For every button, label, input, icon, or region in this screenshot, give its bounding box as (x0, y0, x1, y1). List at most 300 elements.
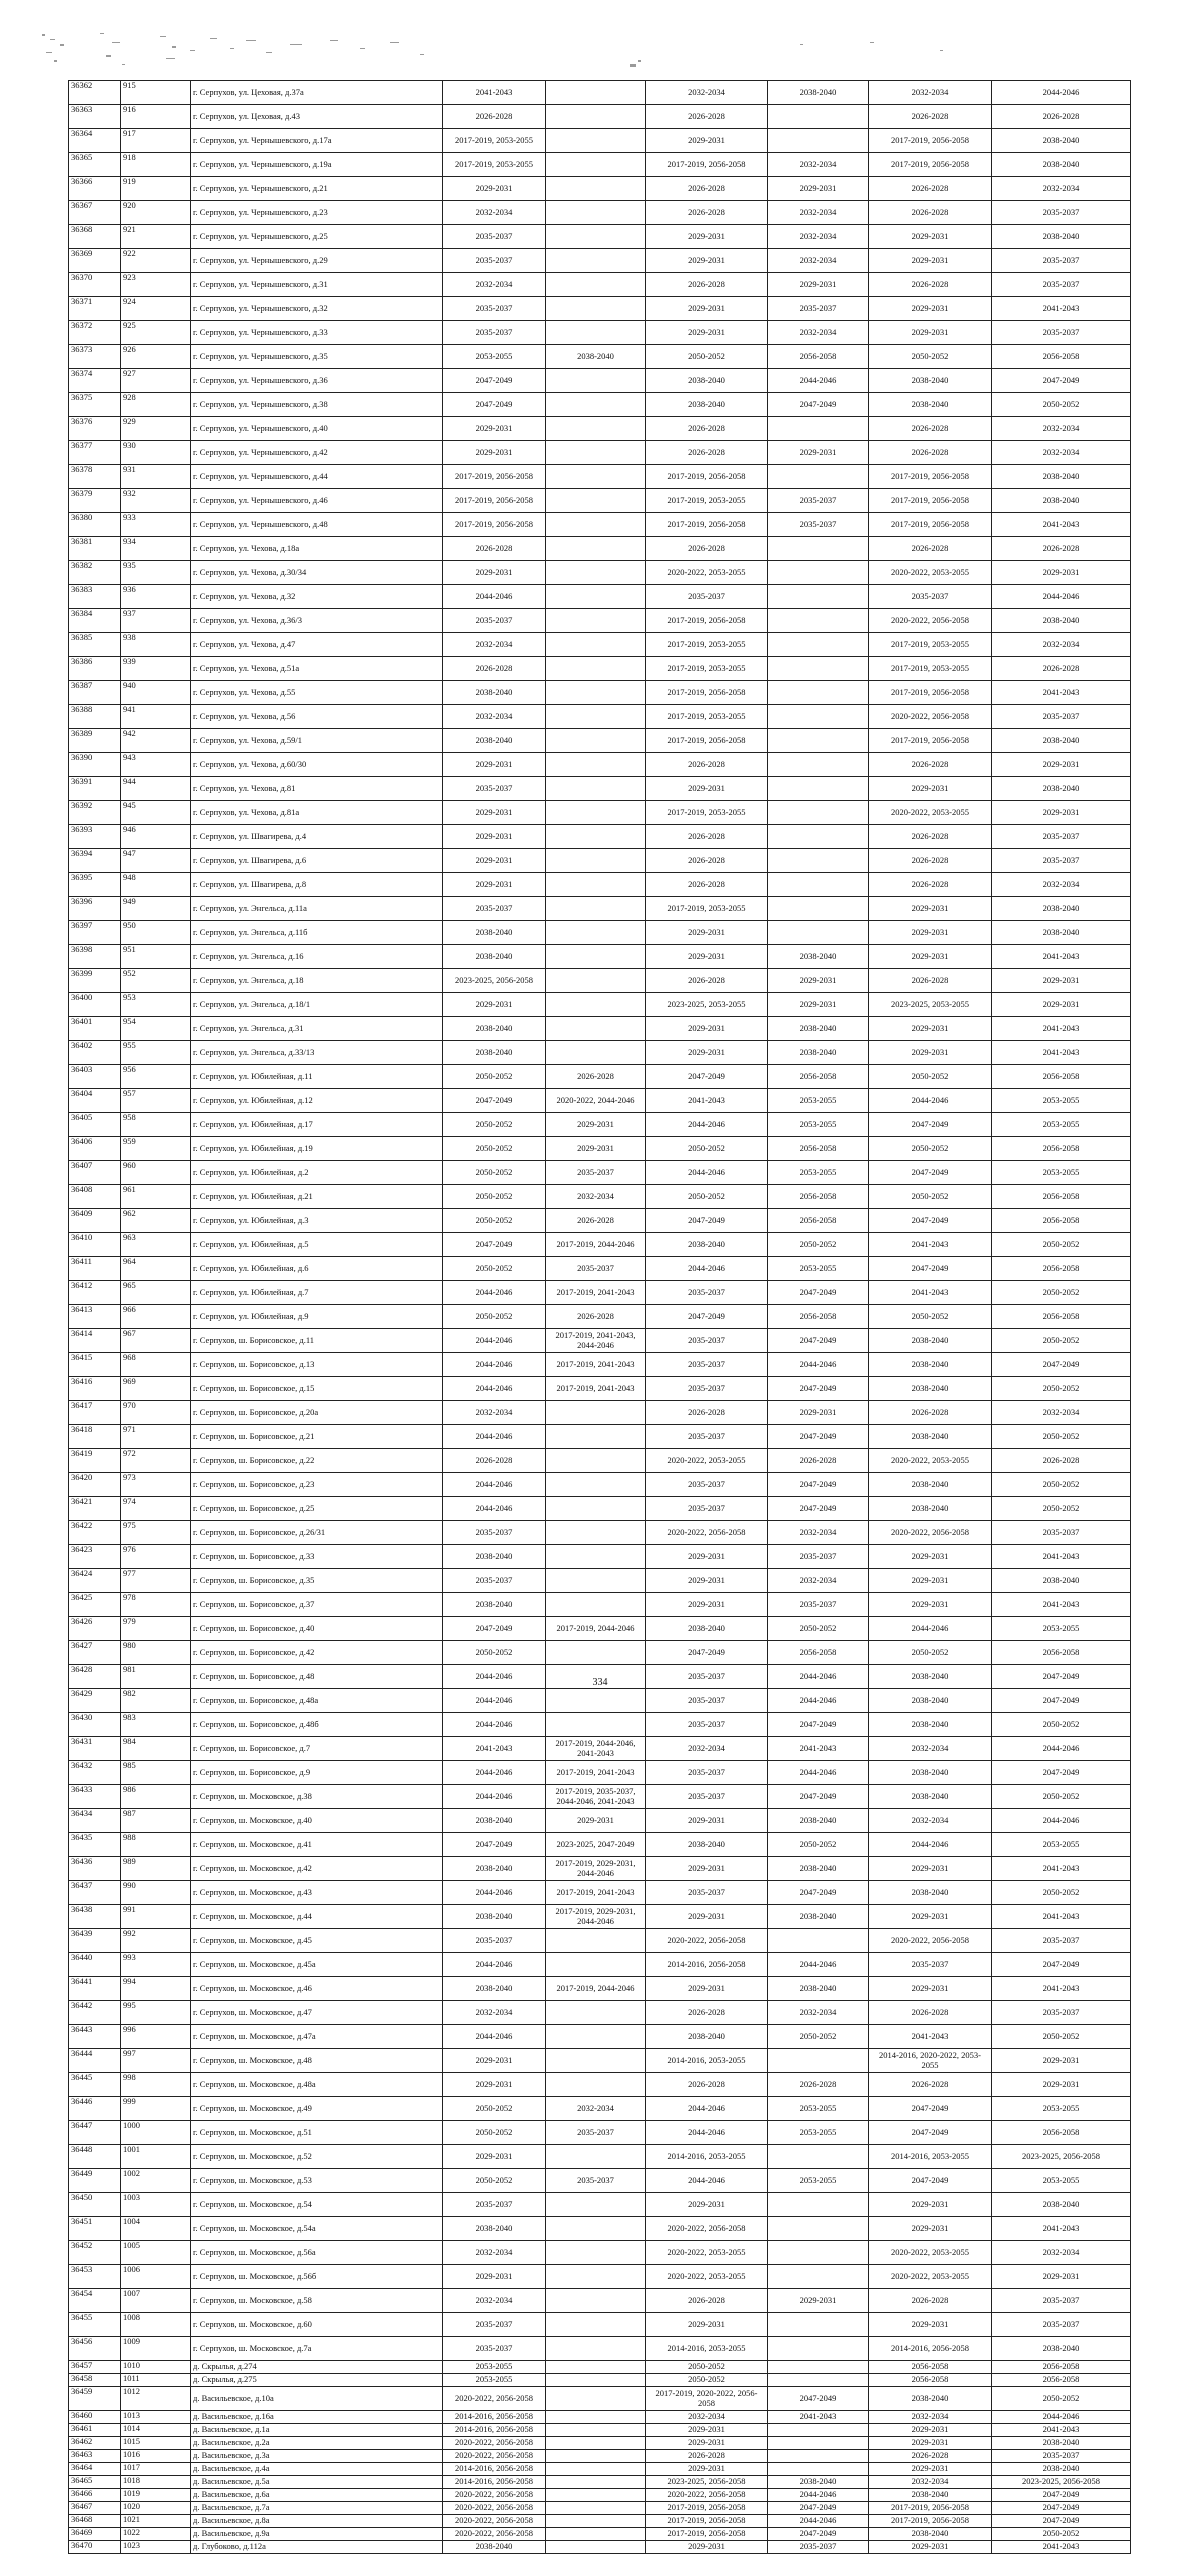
table-cell: 980 (121, 1641, 191, 1665)
table-cell: 2038-2040 (768, 1809, 869, 1833)
table-cell: 918 (121, 153, 191, 177)
table-cell: 1021 (121, 2515, 191, 2528)
table-cell: 2038-2040 (869, 1473, 992, 1497)
table-cell: 938 (121, 633, 191, 657)
table-cell: 2029-2031 (646, 1041, 768, 1065)
table-cell: г. Серпухов, ш. Московское, д.60 (191, 2313, 443, 2337)
table-cell: 2044-2046 (443, 1785, 546, 1809)
table-cell: 2053-2055 (443, 2361, 546, 2374)
table-cell (546, 921, 646, 945)
table-row (69, 201, 1131, 225)
table-cell: 2029-2031 (869, 1017, 992, 1041)
table-cell: г. Серпухов, ул. Швагирева, д.4 (191, 825, 443, 849)
table-cell: 2020-2022, 2053-2055 (869, 1449, 992, 1473)
table-cell: 2017-2019, 2041-2043 (546, 1377, 646, 1401)
table-cell: 2050-2052 (768, 1833, 869, 1857)
table-cell (546, 1641, 646, 1665)
table-cell: 2047-2049 (992, 1353, 1131, 1377)
table-cell: г. Серпухов, ш. Борисовское, д.33 (191, 1545, 443, 1569)
table-cell: 2029-2031 (992, 753, 1131, 777)
table-cell: 2050-2052 (443, 1305, 546, 1329)
table-cell: 36364 (69, 129, 121, 153)
table-cell: 2017-2019, 2056-2058 (869, 129, 992, 153)
table-cell: 2044-2046 (443, 2025, 546, 2049)
table-cell: 2056-2058 (992, 345, 1131, 369)
table-cell: 941 (121, 705, 191, 729)
table-cell: г. Серпухов, ул. Швагирева, д.8 (191, 873, 443, 897)
table-row (69, 1425, 1131, 1449)
table-cell: 36454 (69, 2289, 121, 2313)
table-cell (768, 801, 869, 825)
table-cell: 951 (121, 945, 191, 969)
table-row (69, 2411, 1131, 2424)
table-cell: 1000 (121, 2121, 191, 2145)
table-row (69, 369, 1131, 393)
table-row (69, 993, 1131, 1017)
table-cell: 2035-2037 (992, 1929, 1131, 1953)
table-cell: 2035-2037 (646, 1761, 768, 1785)
table-cell: 36443 (69, 2025, 121, 2049)
table-cell: 2035-2037 (992, 273, 1131, 297)
table-cell: 2044-2046 (646, 2097, 768, 2121)
table-cell: 2032-2034 (443, 2289, 546, 2313)
table-cell: г. Серпухов, ул. Чехова, д.55 (191, 681, 443, 705)
table-cell: 36423 (69, 1545, 121, 1569)
table-row (69, 2502, 1131, 2515)
table-cell: г. Серпухов, ш. Московское, д.45а (191, 1953, 443, 1977)
table-cell: г. Серпухов, ул. Чернышевского, д.33 (191, 321, 443, 345)
table-cell: 2017-2019, 2035-2037, 2044-2046, 2041-2043 (546, 1785, 646, 1809)
table-cell (546, 1569, 646, 1593)
table-row (69, 681, 1131, 705)
table-cell: 2038-2040 (768, 81, 869, 105)
table-cell: 2044-2046 (768, 2515, 869, 2528)
table-cell: 36381 (69, 537, 121, 561)
table-cell: г. Серпухов, ул. Юбилейная, д.6 (191, 1257, 443, 1281)
table-cell: 2053-2055 (768, 2097, 869, 2121)
table-cell: 2017-2019, 2056-2058 (869, 153, 992, 177)
table-cell: г. Серпухов, ш. Борисовское, д.11 (191, 1329, 443, 1353)
table-cell: 36370 (69, 273, 121, 297)
table-cell: 2056-2058 (869, 2361, 992, 2374)
table-cell: 2038-2040 (869, 2387, 992, 2411)
table-cell: г. Серпухов, ул. Цеховая, д.43 (191, 105, 443, 129)
table-cell: 2017-2019, 2053-2055 (646, 705, 768, 729)
table-cell: 995 (121, 2001, 191, 2025)
table-cell: 2020-2022, 2053-2055 (646, 2265, 768, 2289)
table-cell: 2041-2043 (869, 1233, 992, 1257)
table-cell (546, 2193, 646, 2217)
table-cell: 2029-2031 (443, 993, 546, 1017)
table-cell: 2035-2037 (869, 1953, 992, 1977)
table-cell: 36408 (69, 1185, 121, 1209)
table-cell: г. Серпухов, ш. Московское, д.41 (191, 1833, 443, 1857)
table-cell: 2044-2046 (992, 81, 1131, 105)
table-cell: 2038-2040 (443, 1017, 546, 1041)
table-cell: 964 (121, 1257, 191, 1281)
table-cell (546, 2476, 646, 2489)
table-cell: 2047-2049 (768, 1881, 869, 1905)
table-cell: 2050-2052 (869, 1305, 992, 1329)
table-cell: 2044-2046 (768, 369, 869, 393)
table-cell: г. Серпухов, ул. Чернышевского, д.42 (191, 441, 443, 465)
table-cell: 36388 (69, 705, 121, 729)
table-cell: 2035-2037 (992, 2450, 1131, 2463)
table-cell (768, 417, 869, 441)
table-cell (546, 1401, 646, 1425)
table-cell: 2047-2049 (768, 1329, 869, 1353)
table-row (69, 2437, 1131, 2450)
table-cell: 2026-2028 (646, 273, 768, 297)
table-cell: 2032-2034 (992, 417, 1131, 441)
table-cell: 2041-2043 (443, 1737, 546, 1761)
table-cell: 1002 (121, 2169, 191, 2193)
table-cell: 2029-2031 (869, 1569, 992, 1593)
table-cell: 2029-2031 (443, 2265, 546, 2289)
table-cell: г. Серпухов, ул. Юбилейная, д.9 (191, 1305, 443, 1329)
table-cell: г. Серпухов, ш. Московское, д.56б (191, 2265, 443, 2289)
table-row (69, 849, 1131, 873)
table-cell: 2026-2028 (869, 753, 992, 777)
table-cell: 2026-2028 (768, 2073, 869, 2097)
table-cell: г. Серпухов, ул. Юбилейная, д.11 (191, 1065, 443, 1089)
table-cell: 2035-2037 (443, 2337, 546, 2361)
table-cell: 2017-2019, 2056-2058 (443, 489, 546, 513)
table-row (69, 1905, 1131, 1929)
table-cell: 2020-2022, 2056-2058 (646, 2489, 768, 2502)
table-cell: 2032-2034 (992, 633, 1131, 657)
table-cell: 2026-2028 (646, 2001, 768, 2025)
table-cell: г. Серпухов, ул. Чернышевского, д.23 (191, 201, 443, 225)
table-cell: 2026-2028 (869, 417, 992, 441)
table-cell: 997 (121, 2049, 191, 2073)
table-cell: 2029-2031 (869, 777, 992, 801)
table-cell: 2029-2031 (546, 1809, 646, 1833)
table-cell: 954 (121, 1017, 191, 1041)
table-cell: 2020-2022, 2056-2058 (646, 2217, 768, 2241)
table-cell: 2014-2016, 2020-2022, 2053-2055 (869, 2049, 992, 2073)
table-cell: 2026-2028 (869, 825, 992, 849)
table-cell: 2020-2022, 2053-2055 (869, 2241, 992, 2265)
table-cell: 968 (121, 1353, 191, 1377)
table-cell: 2017-2019, 2041-2043, 2044-2046 (546, 1329, 646, 1353)
table-cell: 934 (121, 537, 191, 561)
table-cell: 2035-2037 (443, 225, 546, 249)
table-cell: г. Серпухов, ул. Чехова, д.59/1 (191, 729, 443, 753)
table-row (69, 1881, 1131, 1905)
table-cell: 2020-2022, 2056-2058 (443, 2528, 546, 2541)
table-row (69, 2121, 1131, 2145)
table-cell: 2038-2040 (869, 1353, 992, 1377)
table-row (69, 489, 1131, 513)
table-cell: 2026-2028 (646, 537, 768, 561)
table-cell: 1016 (121, 2450, 191, 2463)
table-cell: 2032-2034 (869, 1809, 992, 1833)
table-cell: 2041-2043 (992, 2541, 1131, 2554)
table-cell: 992 (121, 1929, 191, 1953)
table-cell: 2029-2031 (869, 1545, 992, 1569)
table-row (69, 2387, 1131, 2411)
table-cell: 2038-2040 (992, 2193, 1131, 2217)
table-cell: 2035-2037 (443, 1521, 546, 1545)
table-cell: 2026-2028 (869, 969, 992, 993)
table-cell (546, 849, 646, 873)
table-cell: 2050-2052 (443, 2169, 546, 2193)
table-cell: 2035-2037 (992, 1521, 1131, 1545)
table-cell: 2029-2031 (646, 2437, 768, 2450)
table-cell: г. Серпухов, ш. Московское, д.48а (191, 2073, 443, 2097)
table-cell: 1015 (121, 2437, 191, 2450)
table-cell (546, 1473, 646, 1497)
table-cell: 2044-2046 (443, 1497, 546, 1521)
table-cell: 36439 (69, 1929, 121, 1953)
table-cell: 36368 (69, 225, 121, 249)
table-cell: 2029-2031 (768, 441, 869, 465)
table-cell: 2023-2025, 2056-2058 (443, 969, 546, 993)
table-cell: 36362 (69, 81, 121, 105)
table-cell (546, 945, 646, 969)
table-cell: 2017-2019, 2056-2058 (646, 513, 768, 537)
table-cell: 36398 (69, 945, 121, 969)
table-cell: 2017-2019, 2056-2058 (869, 489, 992, 513)
table-cell (546, 273, 646, 297)
table-row (69, 2374, 1131, 2387)
table-cell: 2056-2058 (992, 1185, 1131, 1209)
table-cell (546, 441, 646, 465)
table-row (69, 1545, 1131, 1569)
table-cell: 36433 (69, 1785, 121, 1809)
table-cell: 36414 (69, 1329, 121, 1353)
table-cell: 2035-2037 (443, 897, 546, 921)
table-cell: 2029-2031 (869, 2193, 992, 2217)
table-cell: 2032-2034 (992, 177, 1131, 201)
table-cell: 985 (121, 1761, 191, 1785)
table-cell: 952 (121, 969, 191, 993)
table-cell: 2032-2034 (546, 2097, 646, 2121)
table-cell: 36380 (69, 513, 121, 537)
table-cell: 2017-2019, 2053-2055 (869, 633, 992, 657)
table-cell: 2035-2037 (646, 585, 768, 609)
table-cell: 36363 (69, 105, 121, 129)
table-cell: д. Васильевское, д.8а (191, 2515, 443, 2528)
table-cell: 2050-2052 (869, 345, 992, 369)
table-cell: 2038-2040 (992, 2337, 1131, 2361)
table-row (69, 729, 1131, 753)
table-cell (546, 321, 646, 345)
table-cell (546, 2289, 646, 2313)
table-cell: 2026-2028 (646, 201, 768, 225)
table-cell: 36399 (69, 969, 121, 993)
table-cell: 2017-2019, 2056-2058 (869, 465, 992, 489)
table-row (69, 1401, 1131, 1425)
table-cell: 2029-2031 (869, 297, 992, 321)
table-cell: 2038-2040 (992, 2437, 1131, 2450)
table-cell: 2050-2052 (869, 1185, 992, 1209)
table-cell: 2029-2031 (443, 2049, 546, 2073)
table-cell: г. Серпухов, ш. Борисовское, д.40 (191, 1617, 443, 1641)
table-cell: г. Серпухов, ул. Чехова, д.47 (191, 633, 443, 657)
table-cell: 36449 (69, 2169, 121, 2193)
table-cell: 2029-2031 (869, 1857, 992, 1881)
table-row (69, 657, 1131, 681)
table-cell: 959 (121, 1137, 191, 1161)
table-cell: д. Васильевское, д.9а (191, 2528, 443, 2541)
table-cell: 2035-2037 (546, 2169, 646, 2193)
table-cell: 2020-2022, 2056-2058 (443, 2450, 546, 2463)
table-row (69, 1329, 1131, 1353)
table-cell: 2017-2019, 2044-2046, 2041-2043 (546, 1737, 646, 1761)
table-cell: 2038-2040 (869, 2528, 992, 2541)
table-cell (768, 753, 869, 777)
table-cell: 2029-2031 (443, 441, 546, 465)
table-cell: г. Серпухов, ш. Борисовское, д.25 (191, 1497, 443, 1521)
table-cell: 2038-2040 (992, 465, 1131, 489)
table-cell: 994 (121, 1977, 191, 2001)
table-cell: 2044-2046 (646, 1113, 768, 1137)
table-cell: 2017-2019, 2041-2043 (546, 1761, 646, 1785)
table-cell: 924 (121, 297, 191, 321)
table-cell: 2035-2037 (443, 249, 546, 273)
table-cell: 2038-2040 (869, 1329, 992, 1353)
table-cell (546, 2437, 646, 2450)
table-cell: 2038-2040 (443, 1545, 546, 1569)
table-cell (768, 2193, 869, 2217)
table-row (69, 777, 1131, 801)
table-cell: 2029-2031 (768, 993, 869, 1017)
table-cell: г. Серпухов, ул. Чернышевского, д.29 (191, 249, 443, 273)
table-cell: 36378 (69, 465, 121, 489)
table-cell: 2044-2046 (869, 1089, 992, 1113)
table-cell: 36420 (69, 1473, 121, 1497)
table-cell: г. Серпухов, ш. Борисовское, д.20а (191, 1401, 443, 1425)
table-cell: д. Васильевское, д.7а (191, 2502, 443, 2515)
table-cell (546, 2374, 646, 2387)
table-cell (546, 2515, 646, 2528)
table-cell: 987 (121, 1809, 191, 1833)
table-cell: г. Серпухов, ш. Борисовское, д.22 (191, 1449, 443, 1473)
table-cell: 2014-2016, 2056-2058 (443, 2476, 546, 2489)
table-cell: 36434 (69, 1809, 121, 1833)
table-cell: 2032-2034 (546, 1185, 646, 1209)
table-cell: 2026-2028 (869, 2001, 992, 2025)
table-cell (768, 633, 869, 657)
table-row (69, 153, 1131, 177)
table-row (69, 2241, 1131, 2265)
table-cell (546, 1593, 646, 1617)
table-row (69, 2169, 1131, 2193)
table-cell: 2029-2031 (869, 321, 992, 345)
table-cell: 2035-2037 (646, 1473, 768, 1497)
table-cell: 2029-2031 (869, 2541, 992, 2554)
table-cell: 2047-2049 (992, 369, 1131, 393)
table-row (69, 1929, 1131, 1953)
table-cell: 2020-2022, 2053-2055 (869, 801, 992, 825)
table-cell: 36377 (69, 441, 121, 465)
page-number: 334 (592, 1677, 608, 1688)
table-cell: 2038-2040 (443, 1593, 546, 1617)
table-cell: 2029-2031 (646, 921, 768, 945)
table-cell (546, 777, 646, 801)
table-cell: 2053-2055 (443, 2374, 546, 2387)
table-cell: 2029-2031 (443, 825, 546, 849)
table-cell: 36386 (69, 657, 121, 681)
table-row (69, 2476, 1131, 2489)
table-cell: 2029-2031 (869, 945, 992, 969)
table-cell: 2032-2034 (443, 201, 546, 225)
table-cell: 2035-2037 (992, 705, 1131, 729)
table-cell: 961 (121, 1185, 191, 1209)
table-row (69, 1593, 1131, 1617)
table-cell: 946 (121, 825, 191, 849)
table-cell (546, 393, 646, 417)
table-cell: 2038-2040 (869, 1377, 992, 1401)
table-cell: 2044-2046 (646, 1161, 768, 1185)
table-cell (546, 2361, 646, 2374)
table-cell: 2032-2034 (992, 1401, 1131, 1425)
table-cell: 2053-2055 (768, 2121, 869, 2145)
table-cell: 2029-2031 (869, 2313, 992, 2337)
table-row (69, 1713, 1131, 1737)
table-cell: 2047-2049 (646, 1209, 768, 1233)
table-cell: 1011 (121, 2374, 191, 2387)
table-cell: 2026-2028 (646, 417, 768, 441)
table-cell: 36456 (69, 2337, 121, 2361)
table-cell: 2020-2022, 2053-2055 (646, 2241, 768, 2265)
table-cell: 2035-2037 (992, 2001, 1131, 2025)
table-cell: д. Васильевское, д.4а (191, 2463, 443, 2476)
table-cell: 36410 (69, 1233, 121, 1257)
table-cell (768, 2217, 869, 2241)
table-cell: 36374 (69, 369, 121, 393)
table-row (69, 105, 1131, 129)
table-cell (768, 657, 869, 681)
table-cell: 2035-2037 (646, 1665, 768, 1689)
table-cell: г. Серпухов, ш. Борисовское, д.13 (191, 1353, 443, 1377)
table-cell: 2050-2052 (646, 1185, 768, 1209)
table-cell: 2020-2022, 2053-2055 (869, 561, 992, 585)
table-cell: 36417 (69, 1401, 121, 1425)
table-cell: 36441 (69, 1977, 121, 2001)
table-cell: 2020-2022, 2056-2058 (443, 2387, 546, 2411)
table-cell: 36444 (69, 2049, 121, 2073)
table-cell: 2047-2049 (646, 1305, 768, 1329)
table-cell: 2032-2034 (768, 2001, 869, 2025)
table-cell: 36469 (69, 2528, 121, 2541)
table-cell: 36375 (69, 393, 121, 417)
table-cell: 2050-2052 (992, 2387, 1131, 2411)
table-cell (546, 537, 646, 561)
table-cell: 2023-2025, 2053-2055 (646, 993, 768, 1017)
table-cell: 2050-2052 (992, 1329, 1131, 1353)
table-cell: 927 (121, 369, 191, 393)
table-cell: 2029-2031 (869, 2463, 992, 2476)
table-cell: 989 (121, 1857, 191, 1881)
table-cell: 36406 (69, 1137, 121, 1161)
table-cell: 2026-2028 (869, 849, 992, 873)
table-cell: 2038-2040 (443, 945, 546, 969)
table-cell (546, 561, 646, 585)
table-cell: 2044-2046 (443, 1953, 546, 1977)
table-cell: 1006 (121, 2265, 191, 2289)
table-cell: г. Серпухов, ш. Московское, д.54 (191, 2193, 443, 2217)
table-cell (768, 705, 869, 729)
table-cell: г. Серпухов, ул. Чехова, д.32 (191, 585, 443, 609)
table-cell (546, 2528, 646, 2541)
table-cell: 919 (121, 177, 191, 201)
table-cell: 2044-2046 (443, 585, 546, 609)
table-cell: 2041-2043 (768, 2411, 869, 2424)
table-cell: 2056-2058 (768, 1641, 869, 1665)
